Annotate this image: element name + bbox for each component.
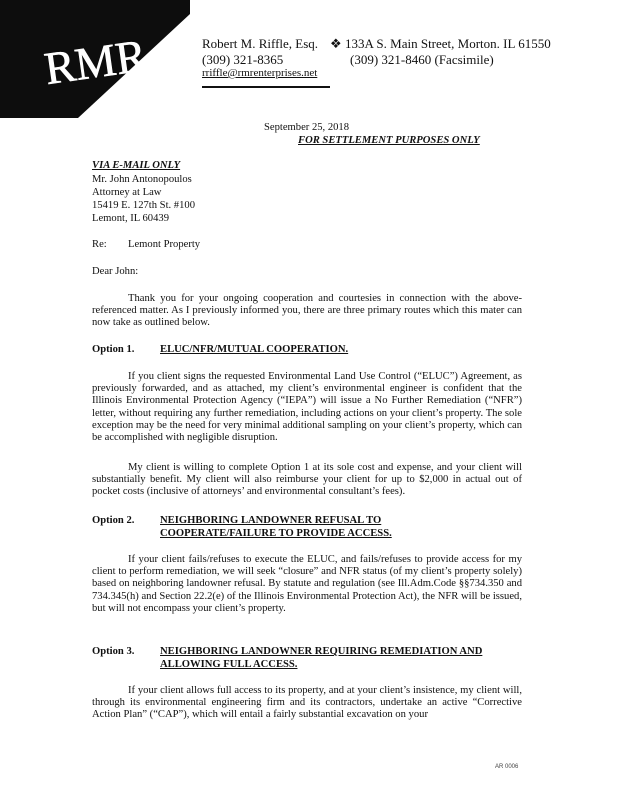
- header-rule: [202, 86, 330, 88]
- option2-paragraph1: If your client fails/refuses to execute the ELUC, and fails/refuses to provide access for my client to perform remediation, we will seek “closure” and NFR status (of my client’s property solely) based on neighboring landowner refusal. By statute and regulation (see Ill.Adm.Code §§734.350 and 734.345(h) and Section 22.2(e) of the Illinois Environmental Protection Act), the NFR will be issued, but will not encompass your client’s property.: [92, 554, 522, 614]
- letterhead-address: 133A S. Main Street, Morton. IL 61550: [345, 36, 551, 51]
- recipient-street: 15419 E. 127th St. #100: [92, 200, 195, 211]
- letterhead-phone: (309) 321-8365: [202, 52, 284, 67]
- recipient-name: Mr. John Antonopoulos: [92, 174, 192, 185]
- option2-title-line2: COOPERATE/FAILURE TO PROVIDE ACCESS.: [160, 528, 392, 539]
- re-label: Re:: [92, 239, 107, 250]
- delivery-method: VIA E-MAIL ONLY: [92, 160, 181, 171]
- option2-title-line1: NEIGHBORING LANDOWNER REFUSAL TO: [160, 515, 382, 526]
- salutation: Dear John:: [92, 266, 139, 277]
- settlement-notice: FOR SETTLEMENT PURPOSES ONLY: [298, 135, 480, 146]
- rmr-logo: [0, 0, 190, 118]
- option1-title: ELUC/NFR/MUTUAL COOPERATION.: [160, 344, 349, 355]
- recipient-city: Lemont, IL 60439: [92, 213, 169, 224]
- option1-label: Option 1.: [92, 344, 135, 355]
- option3-title-line2: ALLOWING FULL ACCESS.: [160, 659, 298, 670]
- option2-label: Option 2.: [92, 515, 135, 526]
- letterhead-email[interactable]: rriffle@rmrenterprises.net: [202, 67, 318, 79]
- option3-label: Option 3.: [92, 646, 135, 657]
- option3-title-line1: NEIGHBORING LANDOWNER REQUIRING REMEDIATION AND: [160, 646, 483, 657]
- option1-paragraph1: If you client signs the requested Environmental Land Use Control (“ELUC”) Agreement, as previously forwarded, and as attached, my client’s environmental engineer is confident that the Illinois Environmental Protection Agency (“IEPA”) will issue a No Further Remediation (“NFR”) letter, without requiring any further remediation, including actions on your client’s property. The sole exception may be the need for very minimal additional sampling on your client’s property, which can be accomplished with negligible disruption.: [92, 371, 522, 444]
- letterhead-fax: (309) 321-8460 (Facsimile): [350, 52, 494, 67]
- option3-paragraph1: If your client allows full access to its property, and at your client’s insistence, my client will, through its environmental engineering firm and its contractors, undertake an active “Corrective Action Plan” (“CAP”), which will entail a fairly substantial excavation on your: [92, 685, 522, 721]
- intro-paragraph: Thank you for your ongoing cooperation and courtesies in connection with the above-referenced matter. As I previously informed you, there are three primary routes which this mater can now take as outlined below.: [92, 293, 522, 329]
- bates-stamp: AR 0006: [495, 764, 519, 770]
- option1-paragraph2: My client is willing to complete Option 1 at its sole cost and expense, and your client will substantially benefit. My client will also reimburse your client for up to $2,000 in actual out of pocket costs (inclusive of attorneys’ and environmental consultant’s fees).: [92, 462, 522, 498]
- recipient-title: Attorney at Law: [92, 187, 162, 198]
- letterhead-name: Robert M. Riffle, Esq.: [202, 36, 319, 51]
- diamond-icon: ❖: [330, 36, 342, 51]
- logo-text: RMR: [41, 29, 150, 95]
- letter-date: September 25, 2018: [264, 122, 350, 133]
- re-value: Lemont Property: [128, 239, 201, 250]
